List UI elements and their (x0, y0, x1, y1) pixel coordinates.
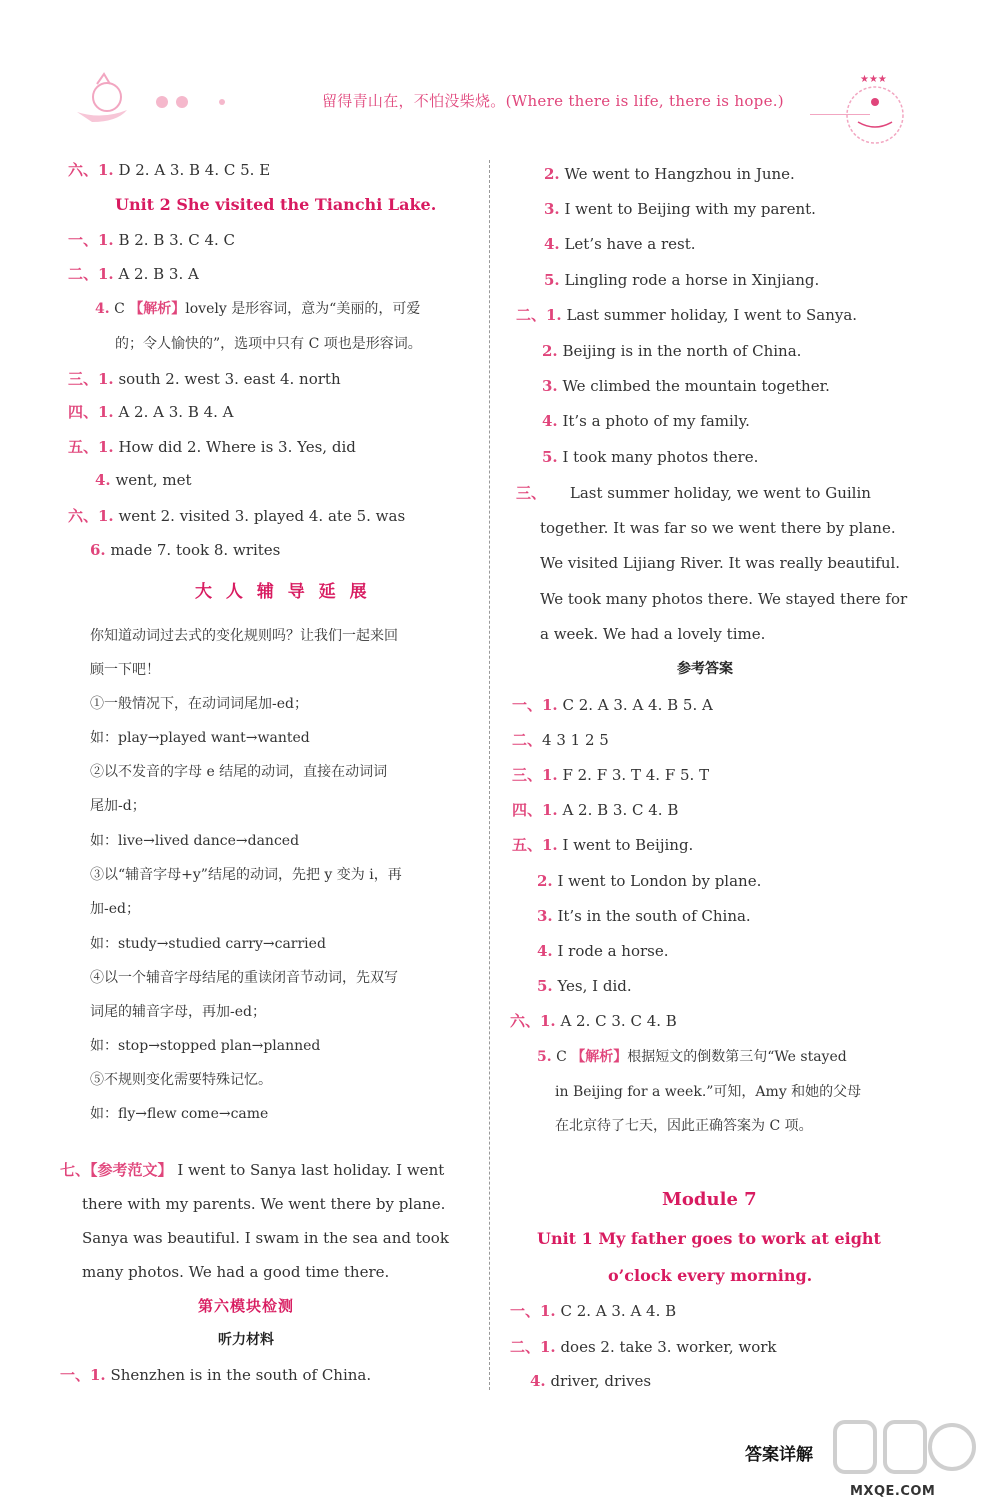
answer-line: 四、1. A 2. B 3. C 4. B (512, 801, 679, 819)
answer-line: 四、1. A 2. A 3. B 4. A (68, 403, 234, 421)
paragraph-line: 顾一下吧！ (90, 662, 160, 678)
seal-stamp-icon (840, 70, 910, 150)
answer-line: 3. It’s in the south of China. (537, 907, 751, 925)
answer-line: 3. I went to Beijing with my parent. (544, 200, 816, 218)
answer-line: 4. driver, drives (530, 1372, 652, 1390)
section-title: 大 人 辅 导 延 展 (195, 582, 371, 602)
passage-line: We took many photos there. We stayed there for (540, 590, 908, 608)
rule-line: ①一般情况下，在动词词尾加-ed； (90, 696, 308, 712)
rule-line: ③以“辅音字母+y”结尾的动词，先把 y 变为 i，再 (90, 867, 402, 883)
example-line: 如：play→played want→wanted (90, 730, 310, 746)
answer-line: 二、4 3 1 2 5 (512, 731, 609, 749)
example-line: 如：fly→flew come→came (90, 1106, 269, 1122)
answer-line: 6. made 7. took 8. writes (90, 541, 281, 559)
answer-line: 2. I went to London by plane. (537, 872, 762, 890)
rule-line: 尾加-d； (90, 798, 146, 814)
unit-title: Unit 2 She visited the Tianchi Lake. (115, 195, 437, 214)
example-line: 如：live→lived dance→danced (90, 833, 300, 849)
answer-line: 五、1. How did 2. Where is 3. Yes, did (68, 438, 356, 456)
answer-line: 5. C 【解析】根据短文的倒数第三句“We stayed (537, 1049, 847, 1065)
header-motto: 留得青山在，不怕没柴烧。(Where there is life, there is hope.) (322, 92, 784, 110)
answer-line: 六、1. A 2. C 3. C 4. B (510, 1012, 677, 1030)
essay-line: 七、【参考范文】 I went to Sanya last holiday. I went (60, 1161, 445, 1179)
example-line: 如：stop→stopped plan→planned (90, 1038, 321, 1054)
answer-line: 4. Let’s have a rest. (544, 235, 696, 253)
example-line: 如：study→studied carry→carried (90, 936, 326, 952)
passage-line: 三、 Last summer holiday, we went to Guilin (516, 484, 871, 502)
essay-line: many photos. We had a good time there. (82, 1263, 390, 1281)
rule-line: ⑤不规则变化需要特殊记忆。 (90, 1072, 272, 1088)
answer-line: 三、1. south 2. west 3. east 4. north (68, 370, 341, 388)
passage-line: We visited Lijiang River. It was really beautiful. (540, 554, 901, 572)
answer-line: 二、1. A 2. B 3. A (68, 265, 199, 283)
unit-title: o’clock every morning. (608, 1266, 813, 1285)
answer-line: 二、1. Last summer holiday, I went to Sanya. (516, 306, 858, 324)
explanation-line: 在北京待了七天，因此正确答案为 C 项。 (555, 1118, 813, 1134)
answer-line: 5. Yes, I did. (537, 977, 632, 995)
column-divider (489, 160, 490, 1390)
answer-line: 3. We climbed the mountain together. (542, 377, 830, 395)
answer-line: 5. I took many photos there. (542, 448, 759, 466)
answer-line: 六、1. D 2. A 3. B 4. C 5. E (68, 161, 271, 179)
module-test-title: 第六模块检测 (198, 1297, 295, 1315)
reference-answer-title: 参考答案 (677, 661, 733, 677)
answer-line: 二、1. does 2. take 3. worker, work (510, 1338, 777, 1356)
answer-line: 2. We went to Hangzhou in June. (544, 165, 795, 183)
answer-line: 一、1. Shenzhen is in the south of China. (60, 1366, 372, 1384)
svg-text:★★★: ★★★ (860, 74, 887, 85)
answer-line: 一、1. C 2. A 3. A 4. B (510, 1302, 677, 1320)
passage-line: together. It was far so we went there by plane. (540, 519, 896, 537)
answer-line: 4. I rode a horse. (537, 942, 669, 960)
listening-title: 听力材料 (218, 1332, 274, 1348)
answer-line: 一、1. B 2. B 3. C 4. C (68, 231, 235, 249)
essay-line: there with my parents. We went there by plane. (82, 1195, 446, 1213)
essay-line: Sanya was beautiful. I swam in the sea and took (82, 1229, 449, 1247)
rule-line: ④以一个辅音字母结尾的重读闭音节动词，先双写 (90, 970, 398, 986)
passage-line: a week. We had a lovely time. (540, 625, 766, 643)
answer-line: 一、1. C 2. A 3. A 4. B 5. A (512, 696, 713, 714)
answer-line: 三、1. F 2. F 3. T 4. F 5. T (512, 766, 710, 784)
rule-line: 词尾的辅音字母，再加-ed； (90, 1004, 266, 1020)
rule-line: ②以不发音的字母 e 结尾的动词，直接在动词词 (90, 764, 388, 780)
answer-line: 4. C 【解析】lovely 是形容词，意为“美丽的，可爱 (95, 301, 421, 317)
module-title: Module 7 (662, 1189, 757, 1210)
rule-line: 加-ed； (90, 901, 140, 917)
answer-line: 六、1. went 2. visited 3. played 4. ate 5. was (68, 507, 406, 525)
header-decoration-icon (72, 72, 237, 127)
unit-title: Unit 1 My father goes to work at eight (537, 1229, 881, 1248)
answer-line: 2. Beijing is in the north of China. (542, 342, 802, 360)
explanation-line: 的；令人愉快的”，选项中只有 C 项也是形容词。 (115, 336, 422, 352)
answer-line: 5. Lingling rode a horse in Xinjiang. (544, 271, 820, 289)
paragraph-line: 你知道动词过去式的变化规则吗？让我们一起来回 (90, 628, 398, 644)
watermark-text: MXQE.COM (850, 1484, 936, 1499)
answer-line: 4. went, met (95, 471, 192, 489)
footer-label: 答案详解 (745, 1445, 813, 1465)
explanation-line: in Beijing for a week.”可知，Amy 和她的父母 (555, 1084, 862, 1100)
answer-line: 五、1. I went to Beijing. (512, 836, 694, 854)
answer-line: 4. It’s a photo of my family. (542, 412, 750, 430)
